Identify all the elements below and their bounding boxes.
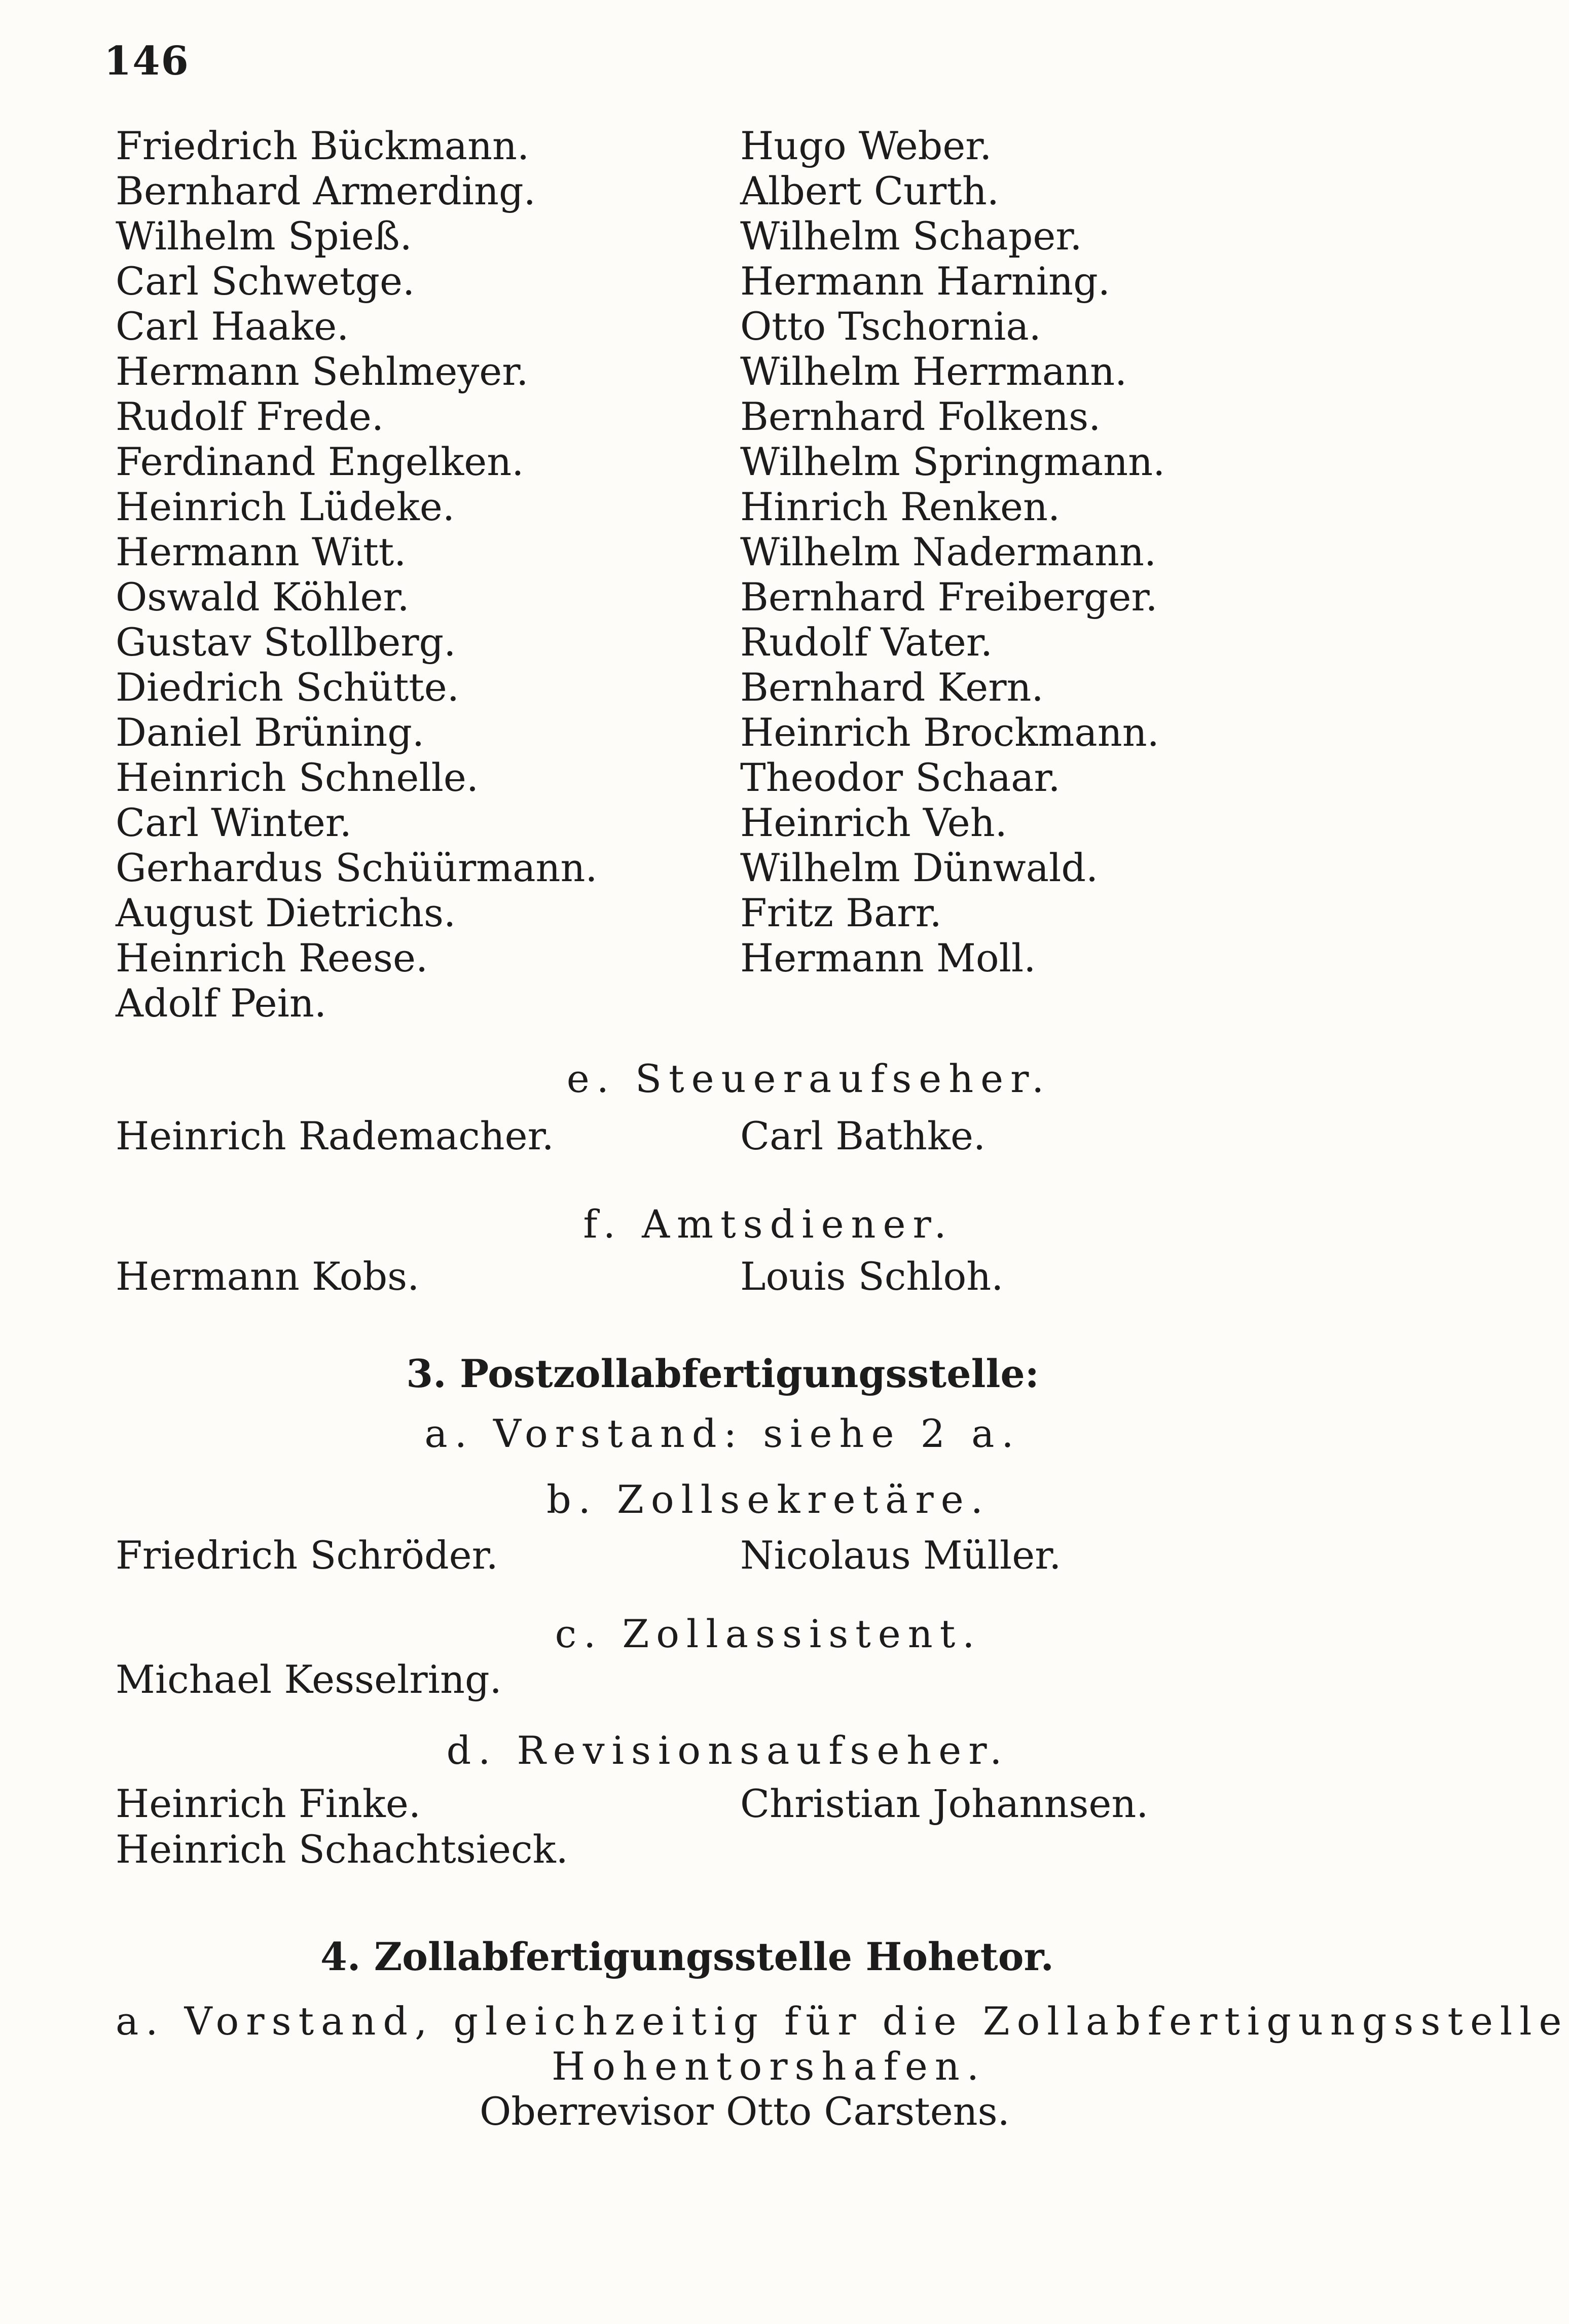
list-item: Hermann Sehlmeyer.: [116, 349, 529, 394]
list-item: Louis Schloh.: [740, 1254, 1004, 1299]
list-item: Wilhelm Schaper.: [740, 213, 1082, 259]
list-item: Hugo Weber.: [740, 123, 992, 168]
list-item: Gustav Stollberg.: [116, 620, 456, 665]
list-item: Carl Haake.: [116, 304, 349, 349]
section-3a: a. Vorstand: siehe 2 a.: [424, 1411, 1021, 1456]
section-3d-name-2: Heinrich Schachtsieck.: [116, 1827, 568, 1872]
list-item: Albert Curth.: [740, 168, 999, 213]
list-item: Wilhelm Nadermann.: [740, 529, 1157, 574]
list-item: Hinrich Renken.: [740, 484, 1061, 529]
list-item: Wilhelm Dünwald.: [740, 845, 1099, 890]
list-item: Heinrich Rademacher.: [116, 1113, 554, 1158]
list-item: Oswald Köhler.: [116, 574, 410, 620]
list-item: Bernhard Armerding.: [116, 168, 536, 213]
list-item: Rudolf Vater.: [740, 620, 993, 665]
page-number: 146: [104, 38, 190, 84]
list-item: Carl Bathke.: [740, 1113, 986, 1158]
section-f-title: f. Amtsdiener.: [583, 1202, 954, 1247]
section-3c-name: Michael Kesselring.: [116, 1657, 502, 1702]
list-item: Heinrich Brockmann.: [740, 710, 1159, 755]
name-roster: [116, 123, 1307, 1026]
list-item: Heinrich Reese.: [116, 935, 428, 981]
list-item: Friedrich Bückmann.: [116, 123, 530, 168]
section-4-heading: 4. Zollabfertigungsstelle Hohetor.: [320, 1934, 1054, 1979]
list-item: Wilhelm Herrmann.: [740, 349, 1127, 394]
list-item: Heinrich Schnelle.: [116, 755, 479, 800]
list-item: Carl Winter.: [116, 800, 352, 845]
list-item: Nicolaus Müller.: [740, 1533, 1062, 1578]
list-item: Friedrich Schröder.: [116, 1533, 498, 1578]
section-3b-names: [116, 1533, 1298, 1578]
list-item: Rudolf Frede.: [116, 394, 384, 439]
list-item: Hermann Witt.: [116, 529, 407, 574]
list-item: Wilhelm Springmann.: [740, 439, 1165, 484]
section-f-names: [116, 1254, 1298, 1299]
section-3-heading: 3. Postzollabfertigungsstelle:: [406, 1351, 1039, 1396]
list-item: Daniel Brüning.: [116, 710, 425, 755]
list-item: Carl Schwetge.: [116, 259, 415, 304]
list-item: [740, 981, 1298, 1026]
list-item: Bernhard Folkens.: [740, 394, 1101, 439]
section-4a: [116, 1999, 1569, 2134]
section-4a-line-3: Oberrevisor Otto Carstens.: [480, 2089, 1010, 2134]
section-4a-line-2: Hohentorshafen.: [552, 2044, 987, 2089]
list-item: Bernhard Kern.: [740, 665, 1044, 710]
list-item: Hermann Kobs.: [116, 1254, 420, 1299]
section-3c-title: c. Zollassistent.: [555, 1611, 982, 1656]
list-item: Wilhelm Spieß.: [116, 213, 412, 259]
list-item: Gerhardus Schüürmann.: [116, 845, 598, 890]
list-item: Fritz Barr.: [740, 890, 942, 935]
section-3b-title: b. Zollsekretäre.: [546, 1477, 990, 1522]
section-4a-line-1: a. Vorstand, gleichzeitig für die Zollabfertigungsstelle: [116, 1999, 1569, 2044]
list-item: Heinrich Finke.: [116, 1781, 421, 1826]
section-e-names: [116, 1113, 1298, 1158]
list-item: Heinrich Lüdeke.: [116, 484, 455, 529]
list-item: Bernhard Freiberger.: [740, 574, 1158, 620]
list-item: Otto Tschornia.: [740, 304, 1041, 349]
list-item: Hermann Harning.: [740, 259, 1110, 304]
section-3d-names: [116, 1781, 1298, 1826]
list-item: August Dietrichs.: [116, 890, 456, 935]
list-item: Ferdinand Engelken.: [116, 439, 524, 484]
section-3d-title: d. Revisionsaufseher.: [446, 1728, 1009, 1773]
list-item: Christian Johannsen.: [740, 1781, 1149, 1826]
list-item: Diedrich Schütte.: [116, 665, 459, 710]
list-item: Heinrich Veh.: [740, 800, 1007, 845]
list-item: Adolf Pein.: [116, 981, 326, 1026]
section-e-title: e. Steueraufseher.: [566, 1056, 1051, 1101]
list-item: Theodor Schaar.: [740, 755, 1061, 800]
list-item: Hermann Moll.: [740, 935, 1036, 981]
